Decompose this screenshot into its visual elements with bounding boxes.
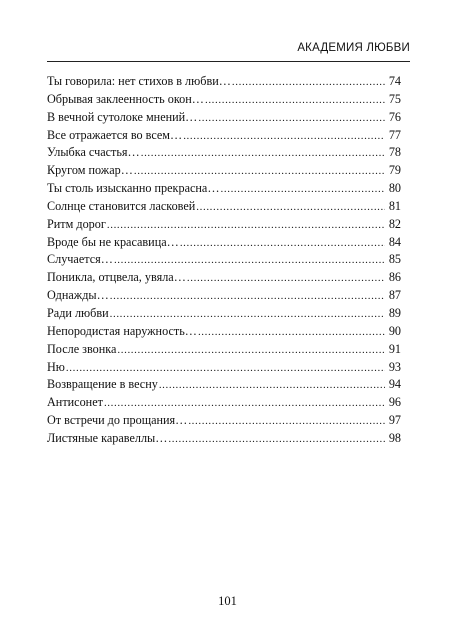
toc-entry-page: 84 (388, 234, 401, 249)
toc-entry (47, 251, 401, 269)
toc-dot-leader (198, 110, 385, 128)
toc-entry (47, 144, 401, 162)
toc-entry-title: Ты столь изысканно прекрасна… (47, 181, 220, 196)
toc-dot-leader (134, 163, 385, 181)
toc-entry-title: Все отражается во всем… (47, 127, 183, 142)
toc-dot-leader (141, 145, 385, 163)
page-number: 101 (218, 594, 237, 608)
toc-dot-leader (117, 342, 385, 360)
toc-dot-leader (114, 252, 385, 270)
running-header-title: АКАДЕМИЯ ЛЮБВИ (297, 42, 410, 54)
toc-dot-leader (168, 431, 385, 449)
toc-entry-page: 93 (388, 359, 401, 374)
toc-entry (47, 341, 401, 359)
toc-entry (47, 127, 401, 145)
toc-entry-title: Непородистая наружность… (47, 323, 197, 338)
toc-entry-title: От встречи до прощания… (47, 413, 188, 428)
toc-entry-page: 91 (388, 341, 401, 356)
toc-dot-leader (221, 181, 385, 199)
toc-dot-leader (196, 199, 385, 217)
toc-entry (47, 109, 401, 127)
toc-entry-page: 81 (388, 198, 401, 213)
toc-entry-title: Случается… (47, 252, 113, 267)
toc-entry-page: 86 (388, 270, 401, 285)
toc-dot-leader (187, 270, 385, 288)
toc-entry-page: 98 (388, 430, 401, 445)
toc-entry (47, 234, 401, 252)
toc-entry-title: В вечной сутолоке мнений… (47, 109, 198, 124)
toc-entry-title: После звонка (47, 341, 117, 356)
toc-entry (47, 412, 401, 430)
toc-entry-page: 78 (388, 145, 401, 160)
toc-entry (47, 323, 401, 341)
toc-entry (47, 430, 401, 448)
toc-entry-page: 79 (388, 163, 401, 178)
toc-entry-title: Однажды… (47, 288, 109, 303)
toc-dot-leader (104, 395, 385, 413)
toc-entry-title: Кругом пожар… (47, 163, 133, 178)
toc-entry-title: Ню (47, 359, 65, 374)
toc-entry-title: Солнце становится ласковей (47, 198, 196, 213)
toc-entry-title: Листяные каравеллы… (47, 430, 168, 445)
toc-entry (47, 287, 401, 305)
toc-dot-leader (198, 324, 385, 342)
toc-entry-page: 89 (388, 305, 401, 320)
toc-entry (47, 73, 401, 91)
toc-dot-leader (66, 360, 385, 378)
toc-dot-leader (205, 92, 385, 110)
toc-dot-leader (180, 235, 385, 253)
toc-entry (47, 359, 401, 377)
toc-dot-leader (110, 288, 385, 306)
toc-entry-page: 94 (388, 377, 401, 392)
toc-entry-page: 87 (388, 288, 401, 303)
running-header (47, 37, 410, 62)
toc-entry-title: Возвращение в весну (47, 377, 158, 392)
toc-entry-page: 77 (388, 127, 401, 142)
toc-entry-page: 76 (388, 109, 401, 124)
toc-entry (47, 180, 401, 198)
toc-entry-page: 97 (388, 413, 401, 428)
toc-dot-leader (188, 413, 385, 431)
toc-entry-title: Ради любви (47, 305, 109, 320)
toc-entry (47, 91, 401, 109)
toc-entry-page: 75 (388, 91, 401, 106)
toc-entry-title: Ритм дорог (47, 216, 106, 231)
toc-entry-page: 82 (388, 216, 401, 231)
toc-entry (47, 216, 401, 234)
table-of-contents (47, 73, 401, 448)
toc-entry (47, 376, 401, 394)
toc-entry-title: Обрывая заклеенность окон… (47, 91, 204, 106)
toc-entry-title: Ты говорила: нет стихов в любви… (47, 74, 231, 88)
toc-entry (47, 162, 401, 180)
toc-entry (47, 269, 401, 287)
toc-entry-title: Антисонет (47, 395, 103, 410)
toc-entry-page: 74 (388, 74, 401, 88)
toc-dot-leader (232, 74, 385, 92)
toc-entry (47, 394, 401, 412)
toc-entry-title: Улыбка счастья… (47, 145, 140, 160)
toc-entry (47, 198, 401, 216)
toc-dot-leader (107, 217, 385, 235)
toc-entry-page: 90 (388, 323, 401, 338)
toc-dot-leader (110, 306, 385, 324)
toc-entry-page: 80 (388, 181, 401, 196)
toc-entry-page: 85 (388, 252, 401, 267)
toc-dot-leader (183, 128, 385, 146)
toc-entry-page: 96 (388, 395, 401, 410)
toc-entry-title: Поникла, отцвела, увяла… (47, 270, 186, 285)
toc-dot-leader (159, 377, 385, 395)
toc-entry-title: Вроде бы не красавица… (47, 234, 179, 249)
toc-entry (47, 305, 401, 323)
